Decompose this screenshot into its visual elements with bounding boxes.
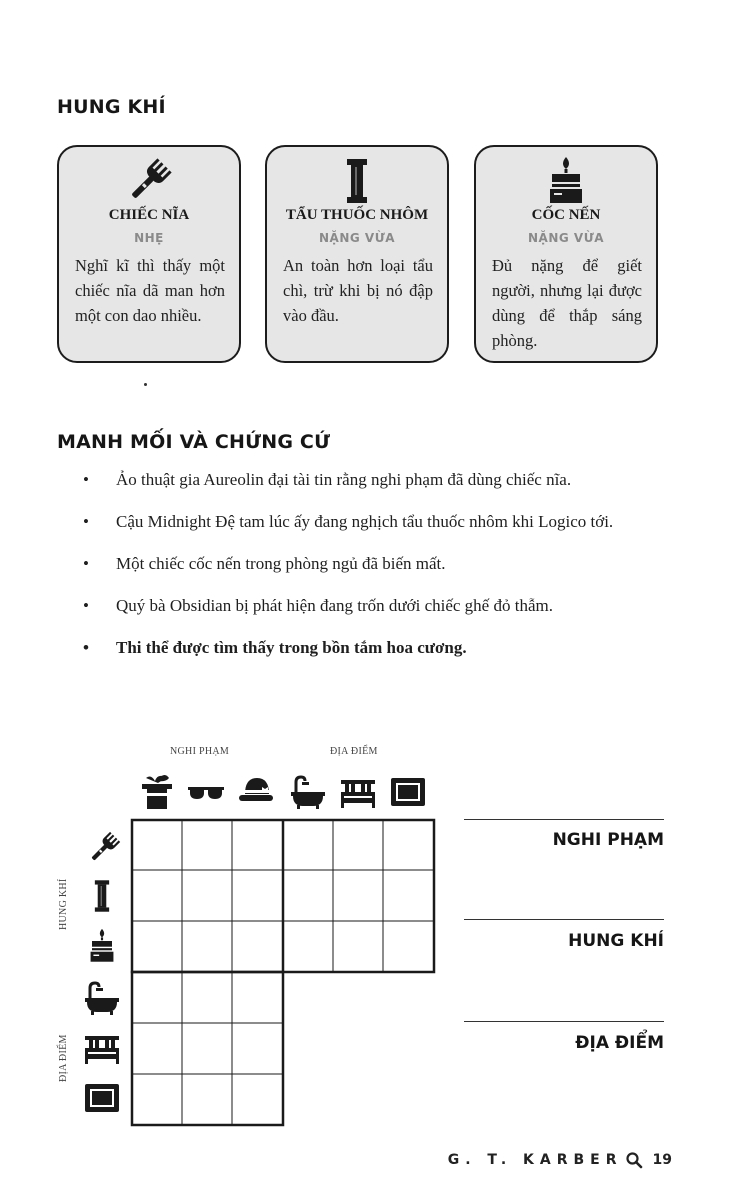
tv-icon bbox=[388, 772, 428, 812]
weapon-description: Nghĩ kĩ thì thấy một chiếc nĩa dã man hơn một con dao nhiều. bbox=[75, 256, 225, 325]
grid-cell[interactable] bbox=[384, 821, 432, 869]
grid-cell[interactable] bbox=[183, 922, 231, 970]
grid-cell[interactable] bbox=[233, 974, 281, 1022]
weapon-name: CHIẾC NĨA bbox=[108, 207, 190, 223]
grid-cell[interactable] bbox=[384, 922, 432, 970]
clue-item: • Cậu Midnight Đệ tam lúc ấy đang nghịch tẩu thuốc nhôm khi Logico tới. bbox=[80, 512, 613, 554]
pipe-icon bbox=[82, 876, 122, 916]
candle-icon bbox=[82, 926, 122, 966]
weapon-description: An toàn hơn loại tẩu chì, trừ khi bị nó đập vào đầu. bbox=[283, 256, 433, 325]
weapon-description: Đủ nặng để giết người, nhưng lại được dùng để thắp sáng phòng. bbox=[492, 256, 642, 350]
grid-cell[interactable] bbox=[133, 922, 181, 970]
fork-icon bbox=[121, 153, 177, 209]
clues-heading: MANH MỐI VÀ CHỨNG CỨ bbox=[57, 431, 331, 453]
grid-cell[interactable] bbox=[284, 922, 332, 970]
clue-list bbox=[80, 470, 613, 680]
bed-icon bbox=[338, 772, 378, 812]
bathtub-icon bbox=[82, 978, 122, 1018]
grid-label-suspects: NGHI PHẠM bbox=[170, 746, 230, 757]
clue-item: • Một chiếc cốc nến trong phòng ngủ đã biến mất. bbox=[80, 554, 613, 596]
page-number: 19 bbox=[652, 1152, 672, 1168]
tv-icon bbox=[82, 1078, 122, 1118]
grid-cell[interactable] bbox=[233, 871, 281, 919]
logic-grid bbox=[130, 818, 436, 1128]
grid-cell[interactable] bbox=[233, 922, 281, 970]
magnifier-icon bbox=[625, 1151, 643, 1169]
clue-item: • Thi thể được tìm thấy trong bồn tắm hoa cương. bbox=[80, 638, 613, 680]
grid-cell[interactable] bbox=[233, 821, 281, 869]
pipe-icon bbox=[329, 153, 385, 209]
weapon-card-pipe bbox=[265, 145, 449, 363]
grid-side-label-locations: ĐỊA ĐIỂM bbox=[58, 1034, 69, 1082]
grid-label-locations: ĐỊA ĐIỂM bbox=[330, 746, 378, 757]
grid-side-label-weapons: HUNG KHÍ bbox=[58, 878, 69, 930]
grid-cell[interactable] bbox=[183, 871, 231, 919]
weapon-weight: NẶNG VỪA bbox=[319, 231, 395, 245]
grid-cell[interactable] bbox=[334, 821, 382, 869]
weapon-card-fork bbox=[57, 145, 241, 363]
grid-cell[interactable] bbox=[233, 1075, 281, 1123]
grid-cell[interactable] bbox=[233, 1024, 281, 1072]
page-footer bbox=[448, 1151, 672, 1169]
bed-icon bbox=[82, 1028, 122, 1068]
bowler-hat-icon bbox=[236, 772, 276, 812]
answer-line-suspect[interactable] bbox=[464, 819, 664, 820]
grid-cell[interactable] bbox=[284, 871, 332, 919]
answer-label-weapon: HUNG KHÍ bbox=[568, 931, 664, 951]
grid-cell[interactable] bbox=[334, 922, 382, 970]
sunglasses-icon bbox=[186, 772, 226, 812]
grid-cell[interactable] bbox=[133, 1024, 181, 1072]
answer-line-location[interactable] bbox=[464, 1021, 664, 1022]
grid-cell[interactable] bbox=[183, 974, 231, 1022]
grid-cell[interactable] bbox=[133, 1075, 181, 1123]
candle-icon bbox=[538, 153, 594, 209]
weapon-card-candle bbox=[474, 145, 658, 363]
weapon-name: CỐC NẾN bbox=[531, 207, 601, 223]
grid-cell[interactable] bbox=[334, 871, 382, 919]
weapon-weight: NHẸ bbox=[134, 231, 164, 245]
answer-line-weapon[interactable] bbox=[464, 919, 664, 920]
bathtub-icon bbox=[288, 772, 328, 812]
grid-cell[interactable] bbox=[183, 1024, 231, 1072]
grid-cell[interactable] bbox=[133, 871, 181, 919]
fork-icon bbox=[84, 828, 124, 868]
grid-cell[interactable] bbox=[384, 871, 432, 919]
grid-cell[interactable] bbox=[133, 974, 181, 1022]
weapon-weight: NẶNG VỪA bbox=[528, 231, 604, 245]
author-name: G. T. KARBER bbox=[447, 1152, 623, 1168]
answer-label-location: ĐỊA ĐIỂM bbox=[575, 1033, 664, 1053]
clue-item: • Quý bà Obsidian bị phát hiện đang trốn dưới chiếc ghế đỏ thẫm. bbox=[80, 596, 613, 638]
weapons-heading: HUNG KHÍ bbox=[57, 96, 166, 118]
answer-label-suspect: NGHI PHẠM bbox=[552, 830, 664, 850]
grid-cell[interactable] bbox=[183, 1075, 231, 1123]
weapon-name: TẨU THUỐC NHÔM bbox=[285, 207, 429, 223]
clue-item: • Ảo thuật gia Aureolin đại tài tin rằng nghi phạm đã dùng chiếc nĩa. bbox=[80, 470, 613, 512]
grid-cell[interactable] bbox=[284, 821, 332, 869]
grid-cell[interactable] bbox=[133, 821, 181, 869]
stray-dot bbox=[144, 383, 147, 386]
magician-hat-icon bbox=[137, 772, 177, 812]
grid-cell[interactable] bbox=[183, 821, 231, 869]
